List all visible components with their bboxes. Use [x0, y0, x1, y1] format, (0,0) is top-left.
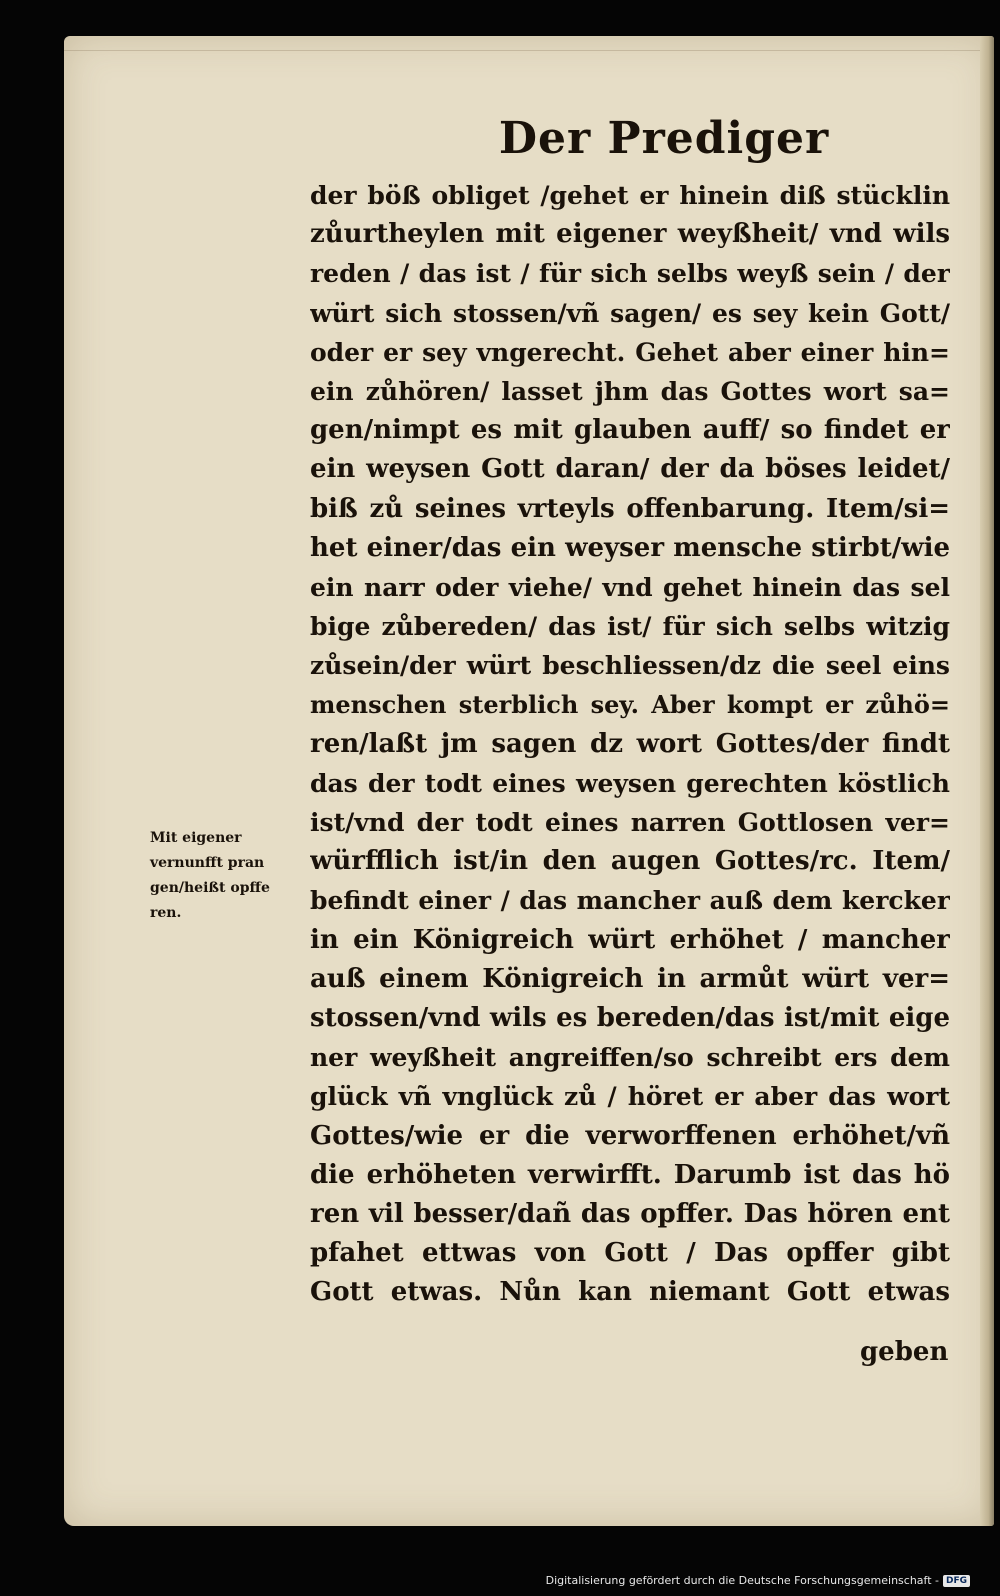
text-line: reden / das ist / für sich selbs weyß sein / der	[310, 259, 950, 289]
text-line: ein weysen Gott daran/ der da böses leidet/	[310, 454, 950, 485]
text-line: würfflich ist/in den augen Gottes/rc. Item/	[310, 846, 950, 877]
running-head: Der Prediger	[498, 113, 830, 164]
text-line: menschen sterblich sey. Aber kompt er zůhö=	[310, 690, 950, 720]
text-line: ren vil besser/dañ das opffer. Das hören ent	[310, 1198, 950, 1229]
page-top-edge	[64, 50, 994, 51]
text-line: Gott etwas. Nůn kan niemant Gott etwas	[310, 1277, 950, 1308]
text-line: das der todt eines weysen gerechten köstlich	[310, 768, 950, 798]
digitization-footer	[546, 1574, 970, 1587]
text-line: ist/vnd der todt eines narren Gottlosen ver=	[310, 808, 950, 837]
text-line: zůurtheylen mit eigener weyßheit/ vnd wils	[310, 219, 950, 250]
body-text	[310, 176, 950, 1312]
text-line: ren/laßt jm sagen dz wort Gottes/der findt	[310, 728, 950, 759]
marginal-note-line: vernunfft pran	[150, 855, 265, 871]
text-line: stossen/vnd wils es bereden/das ist/mit eige	[310, 1002, 950, 1033]
dfg-logo: DFG	[943, 1575, 970, 1587]
text-line: der böß obliget /gehet er hinein diß stücklin	[310, 181, 950, 210]
catchword: geben	[860, 1337, 949, 1367]
footer-credit: Digitalisierung gefördert durch die Deutsche Forschungsgemeinschaft -	[545, 1574, 939, 1587]
text-line: ein narr oder viehe/ vnd gehet hinein das sel	[310, 572, 950, 602]
book-page	[64, 36, 994, 1526]
text-line: het einer/das ein weyser mensche stirbt/wie	[310, 532, 950, 563]
text-line: gen/nimpt es mit glauben auff/ so findet er	[310, 415, 950, 446]
marginal-note-line: Mit eigener	[150, 830, 242, 846]
text-line: die erhöheten verwirfft. Darumb ist das hö	[310, 1159, 950, 1190]
text-line: biß zů seines vrteyls offenbarung. Item/si=	[310, 493, 950, 524]
text-line: in ein Königreich würt erhöhet / mancher	[310, 924, 950, 955]
text-line: bige zůbereden/ das ist/ für sich selbs witzig	[310, 612, 950, 642]
marginal-note-line: ren.	[150, 905, 182, 921]
text-line: oder er sey vngerecht. Gehet aber einer hin=	[310, 337, 950, 367]
marginal-note	[150, 826, 320, 926]
text-line: ein zůhören/ lasset jhm das Gottes wort sa=	[310, 376, 950, 406]
text-line: Gottes/wie er die verworffenen erhöhet/vñ	[310, 1120, 950, 1151]
text-line: ner weyßheit angreiffen/so schreibt ers dem	[310, 1043, 950, 1073]
marginal-note-line: gen/heißt opffe	[150, 880, 270, 896]
text-line: glück vñ vnglück zů / höret er aber das wort	[310, 1082, 950, 1112]
text-line: würt sich stossen/vñ sagen/ es sey kein Gott/	[310, 298, 950, 328]
text-line: auß einem Königreich in armůt würt ver=	[310, 963, 950, 994]
page-spine-edge	[980, 36, 994, 1526]
text-line: zůsein/der würt beschliessen/dz die seel eins	[310, 651, 950, 681]
text-line: pfahet ettwas von Gott / Das opffer gibt	[310, 1238, 950, 1269]
text-line: befindt einer / das mancher auß dem kercker	[310, 886, 950, 916]
